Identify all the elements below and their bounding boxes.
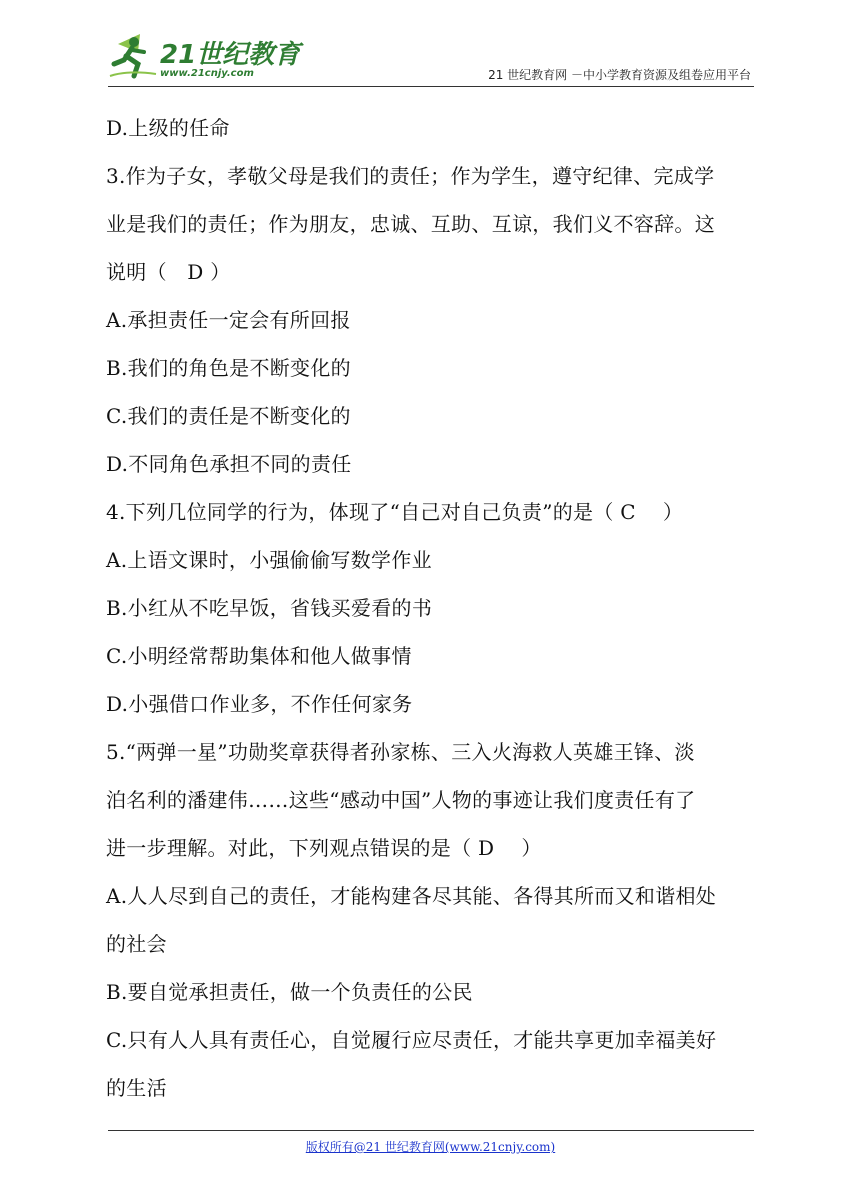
text-line: A.上语文课时，小强偷偷写数学作业	[106, 548, 432, 572]
page-header	[0, 0, 861, 95]
text-line: 进一步理解。对此，下列观点错误的是（ D ）	[106, 836, 542, 860]
text-line: D.小强借口作业多，不作任何家务	[106, 692, 413, 716]
text-line: A.人人尽到自己的责任，才能构建各尽其能、各得其所而又和谐相处	[106, 884, 717, 908]
text-line: C.只有人人具有责任心，自觉履行应尽责任，才能共享更加幸福美好	[106, 1028, 717, 1052]
site-logo	[108, 30, 301, 82]
text-line: 说明（ D ）	[106, 260, 231, 284]
text-line: 业是我们的责任；作为朋友，忠诚、互助、互谅，我们义不容辞。这	[106, 212, 715, 236]
text-line: B.我们的角色是不断变化的	[106, 356, 351, 380]
text-line: D.不同角色承担不同的责任	[106, 452, 352, 476]
header-site-name: 21 世纪教育网 －中小学教育资源及组卷应用平台	[488, 68, 751, 82]
runner-logo-icon	[108, 30, 164, 82]
text-line: 的社会	[106, 932, 167, 956]
text-line: B.要自觉承担责任，做一个负责任的公民	[106, 980, 473, 1004]
text-line: D.上级的任命	[106, 116, 230, 140]
text-line: C.我们的责任是不断变化的	[106, 404, 351, 428]
text-line: 3.作为子女，孝敬父母是我们的责任；作为学生，遵守纪律、完成学	[106, 164, 715, 188]
text-line: 4.下列几位同学的行为，体现了“自己对自己负责”的是（ C ）	[106, 500, 684, 524]
text-line: 5.“两弹一星”功勋奖章获得者孙家栋、三入火海救人英雄王锋、淡	[106, 740, 695, 764]
document-body	[106, 104, 758, 1112]
logo-title: 21世纪教育	[160, 40, 301, 70]
text-line: A.承担责任一定会有所回报	[106, 308, 351, 332]
footer-divider	[108, 1130, 754, 1131]
footer-copyright-link[interactable]: 版权所有@21 世纪教育网(www.21cnjy.com)	[305, 1140, 556, 1154]
text-line: C.小明经常帮助集体和他人做事情	[106, 644, 412, 668]
text-line: 的生活	[106, 1076, 167, 1100]
header-divider	[108, 86, 754, 87]
logo-url: www.21cnjy.com	[160, 68, 254, 79]
text-line: 泊名利的潘建伟……这些“感动中国”人物的事迹让我们度责任有了	[106, 788, 696, 812]
text-line: B.小红从不吃早饭，省钱买爱看的书	[106, 596, 433, 620]
